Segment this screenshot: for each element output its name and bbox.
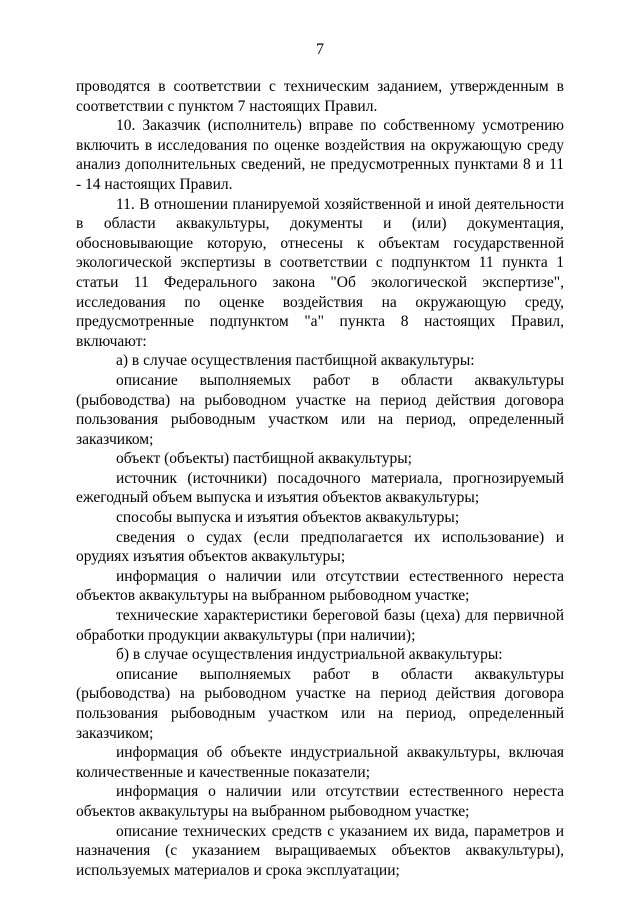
list-item: информация о наличии или отсутствии естественного нереста объектов аквакультуры на выбранном рыбоводном участке; — [76, 567, 564, 605]
list-item: сведения о судах (если предполагается их использование) и орудиях изъятия объектов аквакультуры; — [76, 528, 564, 566]
page-number: 7 — [316, 41, 324, 58]
paragraph-item-11: 11. В отношении планируемой хозяйственной и иной деятельности в области аквакультуры, документы и (или) документация, обосновывающие которую, отнесены к объектам государственной экологической экспертизы в соответствии с подпунктом 11 пункта 1 статьи 11 Федерального закона "Об экологической экспертизе", исследования по оценке воздействия на окружающую среду, предусмотренные подпунктом "а" пункта 8 настоящих Правил, включают: — [76, 195, 564, 350]
list-item: описание выполняемых работ в области аквакультуры (рыбоводства) на рыбоводном участке на период действия договора пользования рыбоводным участком или на период, определенный заказчиком; — [76, 665, 564, 742]
list-item: источник (источники) посадочного материала, прогнозируемый ежегодный объем выпуска и изъятия объектов аквакультуры; — [76, 469, 564, 507]
list-item: технические характеристики береговой базы (цеха) для первичной обработки продукции аквакультуры (при наличии); — [76, 607, 564, 644]
subitem-b-heading: б) в случае осуществления индустриальной аквакультуры: — [116, 646, 503, 664]
list-item: способы выпуска и изъятия объектов аквакультуры; — [116, 509, 460, 527]
list-item: описание технических средств с указанием их вида, параметров и назначения (с указанием выращиваемых объектов аквакультуры), используемых материалов и срока эксплуатации; — [76, 822, 564, 879]
list-item: описание выполняемых работ в области аквакультуры (рыбоводства) на рыбоводном участке на период действия договора пользования рыбоводным участком или на период, определенный заказчиком; — [76, 371, 564, 448]
subitem-a-heading: а) в случае осуществления пастбищной аквакультуры: — [116, 352, 475, 370]
paragraph-item-10: 10. Заказчик (исполнитель) вправе по собственному усмотрению включить в исследования по оценке воздействия на окружающую среду анализ дополнительных сведений, не предусмотренных пунктами 8 и 11 - 14 настоящих Правил. — [76, 117, 564, 193]
list-item: информация об объекте индустриальной аквакультуры, включая количественные и качественные показатели; — [76, 744, 564, 781]
list-item: объект (объекты) пастбищной аквакультуры; — [116, 450, 412, 468]
list-item: информация о наличии или отсутствии естественного нереста объектов аквакультуры на выбранном рыбоводном участке; — [76, 783, 564, 820]
document-body — [76, 77, 564, 880]
paragraph-continuation: проводятся в соответствии с техническим заданием, утвержденным в соответствии с пунктом 7 настоящих Правил. — [76, 78, 564, 115]
